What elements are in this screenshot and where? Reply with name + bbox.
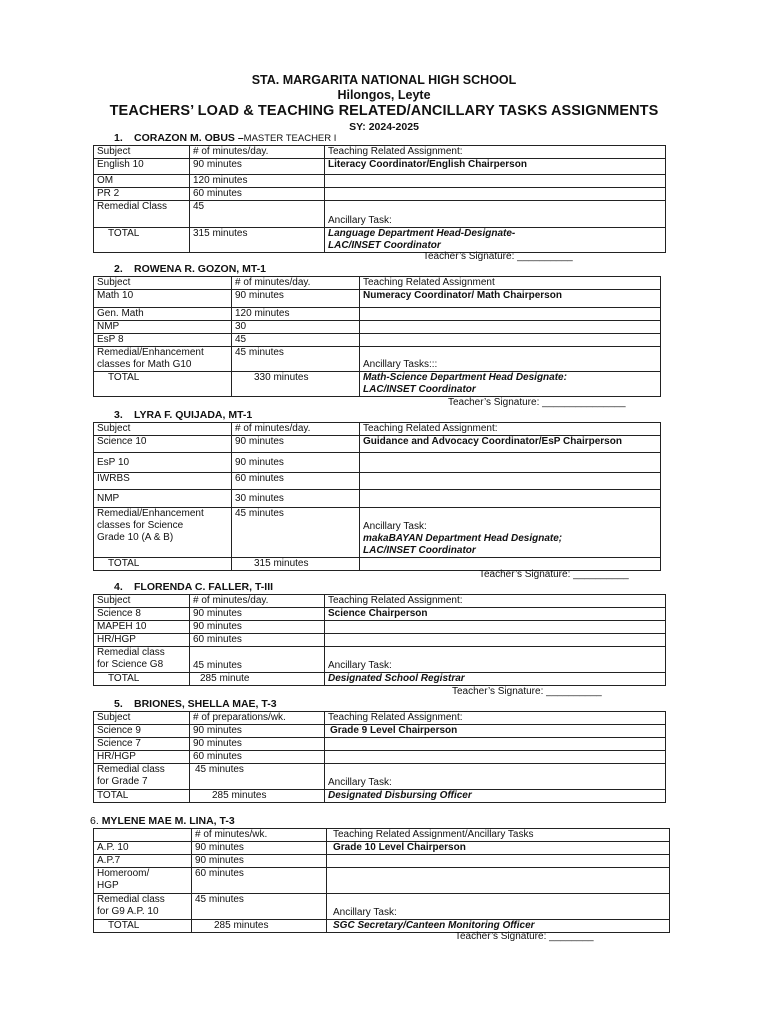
table-row-subject: IWRBS	[94, 473, 232, 490]
table-row-subject: A.P.7	[94, 855, 192, 868]
table-row-minutes: 45	[190, 201, 325, 228]
ancillary-label: Ancillary Task:	[325, 201, 666, 228]
header-assignment: Teaching Related Assignment/Ancillary Tasks	[327, 829, 670, 842]
table-row-minutes: 30 minutes	[232, 490, 360, 508]
ancillary-task: Designated Disbursing Officer	[325, 790, 666, 803]
teaching-assignment: Grade 9 Level Chairperson	[325, 725, 666, 738]
table-row-subject: PR 2	[94, 188, 190, 201]
header-subject: Subject	[94, 595, 190, 608]
header-assignment: Teaching Related Assignment:	[325, 146, 666, 159]
teacher-1-signature: Teacher’s Signature: __________	[423, 251, 573, 262]
table-row-subject: Remedial Class	[94, 201, 190, 228]
ancillary-label: Ancillary Task:	[325, 647, 666, 673]
table-row-subject: HR/HGP	[94, 634, 190, 647]
header-subject: Subject	[94, 423, 232, 436]
table-row-subject: Remedial class for Science G8	[94, 647, 190, 673]
teacher-3-heading: 3. LYRA F. QUIJADA, MT-1	[114, 409, 253, 421]
total-minutes: 285 minutes	[190, 790, 325, 803]
teacher-1-heading: 1. CORAZON M. OBUS –MASTER TEACHER I	[114, 132, 337, 144]
table-row-minutes: 90 minutes	[192, 855, 327, 868]
table-row-subject: MAPEH 10	[94, 621, 190, 634]
ancillary-label: Ancillary Task:	[327, 894, 670, 920]
teacher-1-rank: MASTER TEACHER I	[243, 133, 337, 144]
total-label: TOTAL	[94, 920, 192, 933]
table-row-minutes: 90 minutes	[190, 608, 325, 621]
teacher-3-name: LYRA F. QUIJADA, MT-1	[134, 409, 253, 421]
ancillary-task: SGC Secretary/Canteen Monitoring Officer	[327, 920, 670, 933]
table-row-minutes: 90 minutes	[190, 738, 325, 751]
header-subject: Subject	[94, 146, 190, 159]
table-row-minutes: 90 minutes	[232, 436, 360, 453]
ancillary-task: Math-Science Department Head Designate: LAC/INSET Coordinator	[360, 372, 661, 397]
header-subject: Subject	[94, 712, 190, 725]
teacher-4-signature: Teacher’s Signature: __________	[452, 686, 602, 697]
header-assignment: Teaching Related Assignment:	[325, 595, 666, 608]
total-minutes: 315 minutes	[190, 228, 325, 253]
ancillary-task: Designated School Registrar	[325, 673, 666, 686]
ancillary-task: Ancillary Task: makaBAYAN Department Head Designate; LAC/INSET Coordinator	[360, 508, 661, 558]
teacher-2-name: ROWENA R. GOZON, MT-1	[134, 263, 267, 275]
table-row-minutes: 120 minutes	[232, 308, 360, 321]
teacher-6-load-table	[93, 828, 670, 933]
teaching-assignment: Guidance and Advocacy Coordinator/EsP Chairperson	[360, 436, 661, 453]
table-row-minutes: 60 minutes	[192, 868, 327, 894]
table-row-minutes: 45 minutes	[192, 894, 327, 920]
table-row-minutes: 90 minutes	[192, 842, 327, 855]
table-row-minutes: 90 minutes	[232, 453, 360, 473]
total-minutes: 285 minute	[190, 673, 325, 686]
teaching-assignment: Numeracy Coordinator/ Math Chairperson	[360, 290, 661, 308]
teacher-6-heading: 6. MYLENE MAE M. LINA, T-3	[90, 815, 235, 827]
total-label: TOTAL	[94, 228, 190, 253]
teacher-3-signature: Teacher’s Signature: __________	[479, 569, 629, 580]
teaching-assignment: Grade 10 Level Chairperson	[327, 842, 670, 855]
table-row-minutes: 60 minutes	[190, 751, 325, 764]
school-year: SY: 2024-2025	[349, 121, 419, 133]
teacher-5-name: BRIONES, SHELLA MAE, T-3	[134, 698, 277, 710]
table-row-subject: NMP	[94, 321, 232, 334]
table-row-subject: Remedial class for Grade 7	[94, 764, 190, 790]
table-row-subject: EsP 10	[94, 453, 232, 473]
header-subject: Subject	[94, 277, 232, 290]
table-row-subject: Science 10	[94, 436, 232, 453]
header-minutes: # of minutes/day.	[190, 146, 325, 159]
teacher-5-heading: 5. BRIONES, SHELLA MAE, T-3	[114, 698, 277, 710]
teacher-4-load-table	[93, 594, 666, 686]
teacher-3-load-table	[93, 422, 661, 571]
teacher-2-heading: 2. ROWENA R. GOZON, MT-1	[114, 263, 267, 275]
teacher-4-name: FLORENDA C. FALLER, T-III	[134, 581, 274, 593]
teacher-5-load-table	[93, 711, 666, 803]
header-minutes: # of minutes/day.	[190, 595, 325, 608]
header-assignment: Teaching Related Assignment:	[360, 423, 661, 436]
table-row-subject: English 10	[94, 159, 190, 175]
school-location: Hilongos, Leyte	[337, 88, 431, 102]
table-row-subject: Homeroom/ HGP	[94, 868, 192, 894]
teacher-4-heading: 4. FLORENDA C. FALLER, T-III	[114, 581, 274, 593]
table-row-subject: Science 9	[94, 725, 190, 738]
total-minutes: 330 minutes	[232, 372, 360, 397]
table-row-minutes: 60 minutes	[190, 634, 325, 647]
table-row-subject: OM	[94, 175, 190, 188]
table-row-subject: NMP	[94, 490, 232, 508]
teacher-2-load-table	[93, 276, 661, 397]
total-minutes: 315 minutes	[232, 558, 360, 571]
ancillary-label: Ancillary Tasks:::	[360, 347, 661, 372]
table-row-subject: Math 10	[94, 290, 232, 308]
table-row-minutes: 60 minutes	[190, 188, 325, 201]
header-assignment: Teaching Related Assignment	[360, 277, 661, 290]
header-minutes: # of minutes/wk.	[192, 829, 327, 842]
header-minutes: # of minutes/day.	[232, 423, 360, 436]
school-name: STA. MARGARITA NATIONAL HIGH SCHOOL	[251, 73, 517, 87]
table-row-minutes: 90 minutes	[190, 725, 325, 738]
teacher-1-name: CORAZON M. OBUS –	[134, 132, 244, 144]
table-row-subject: Gen. Math	[94, 308, 232, 321]
table-row-minutes: 90 minutes	[190, 621, 325, 634]
table-row-minutes: 90 minutes	[232, 290, 360, 308]
table-row-subject: A.P. 10	[94, 842, 192, 855]
table-row-subject: HR/HGP	[94, 751, 190, 764]
teacher-6-name: MYLENE MAE M. LINA, T-3	[101, 815, 235, 827]
table-row-subject: Science 7	[94, 738, 190, 751]
ancillary-task: Language Department Head-Designate- LAC/INSET Coordinator	[325, 228, 666, 253]
teacher-2-signature: Teacher’s Signature: _______________	[448, 397, 626, 408]
total-label: TOTAL	[94, 673, 190, 686]
table-row-minutes: 45	[232, 334, 360, 347]
table-row-minutes: 120 minutes	[190, 175, 325, 188]
ancillary-label: Ancillary Task:	[325, 764, 666, 790]
total-label: TOTAL	[94, 790, 190, 803]
table-row-minutes: 45 minutes	[190, 764, 325, 790]
teaching-assignment: Science Chairperson	[325, 608, 666, 621]
teaching-assignment: Literacy Coordinator/English Chairperson	[325, 159, 666, 175]
table-row-minutes: 30	[232, 321, 360, 334]
teacher-1-load-table	[93, 145, 666, 253]
table-row-minutes: 60 minutes	[232, 473, 360, 490]
table-row-subject: Remedial/Enhancement classes for Science Grade 10 (A & B)	[94, 508, 232, 558]
document-title: TEACHERS’ LOAD & TEACHING RELATED/ANCILLARY TASKS ASSIGNMENTS	[109, 103, 659, 119]
header-minutes: # of preparations/wk.	[190, 712, 325, 725]
teacher-6-signature: Teacher’s Signature: ________	[455, 931, 594, 942]
total-label: TOTAL	[94, 558, 232, 571]
total-label: TOTAL	[94, 372, 232, 397]
table-row-subject: Remedial/Enhancement classes for Math G10	[94, 347, 232, 372]
table-row-minutes: 45 minutes	[190, 647, 325, 673]
table-row-minutes: 45 minutes	[232, 347, 360, 372]
table-row-minutes: 90 minutes	[190, 159, 325, 175]
header-assignment: Teaching Related Assignment:	[325, 712, 666, 725]
header-minutes: # of minutes/day.	[232, 277, 360, 290]
total-minutes: 285 minutes	[192, 920, 327, 933]
table-row-minutes: 45 minutes	[232, 508, 360, 558]
table-row-subject: Science 8	[94, 608, 190, 621]
header-subject	[94, 829, 192, 842]
table-row-subject: Remedial class for G9 A.P. 10	[94, 894, 192, 920]
table-row-subject: EsP 8	[94, 334, 232, 347]
